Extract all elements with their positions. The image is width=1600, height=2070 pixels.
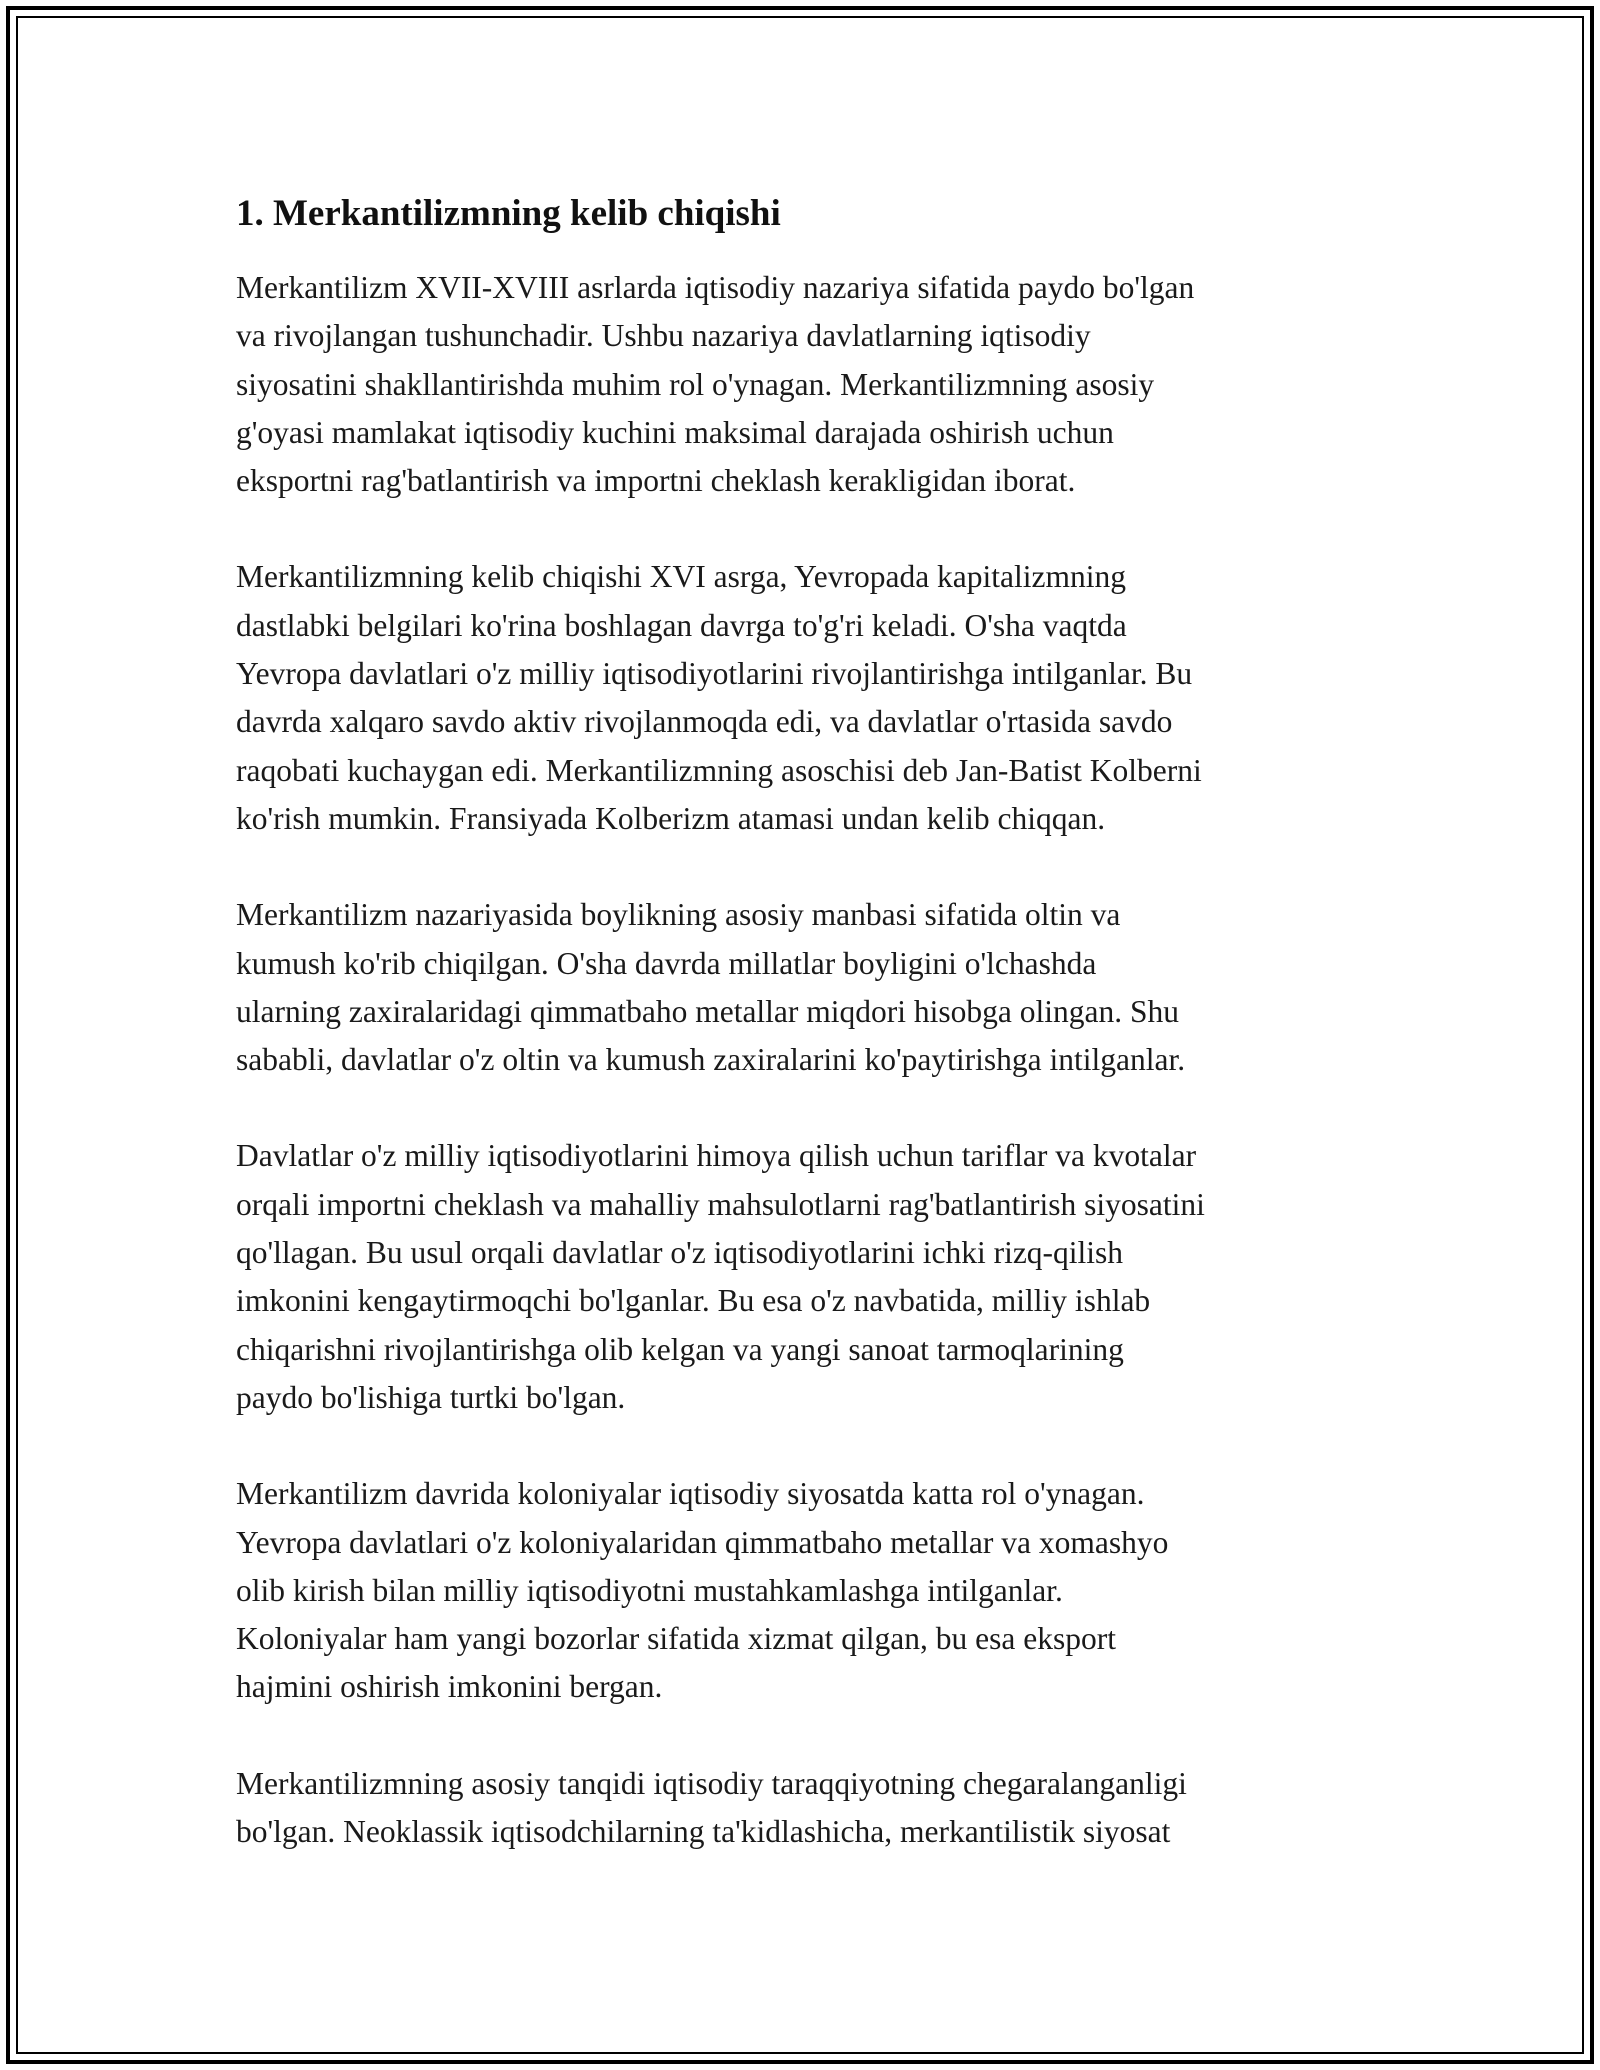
- text-line: Yevropa davlatlari o'z koloniyalaridan qimmatbaho metallar va xomashyo: [236, 1524, 1169, 1560]
- section-heading: 1. Merkantilizmning kelib chiqishi: [236, 193, 781, 234]
- paragraph-3: [236, 891, 1366, 1084]
- text-line: siyosatini shakllantirishda muhim rol o'ynagan. Merkantilizmning asosiy: [236, 366, 1155, 402]
- paragraph-5: [236, 1470, 1366, 1711]
- text-line: ularning zaxiralaridagi qimmatbaho metallar miqdori hisobga olingan. Shu: [236, 993, 1180, 1029]
- text-line: imkonini kengaytirmoqchi bo'lganlar. Bu esa o'z navbatida, milliy ishlab: [236, 1283, 1151, 1319]
- text-line: Merkantilizmning kelib chiqishi XVI asrga, Yevropada kapitalizmning: [236, 559, 1126, 595]
- text-line: Merkantilizm nazariyasida boylikning asosiy manbasi sifatida oltin va: [236, 897, 1121, 933]
- text-line: Merkantilizm davrida koloniyalar iqtisodiy siyosatda katta rol o'ynagan.: [236, 1476, 1145, 1512]
- text-line: davrda xalqaro savdo aktiv rivojlanmoqda edi, va davlatlar o'rtasida savdo: [236, 704, 1173, 740]
- text-line: orqali importni cheklash va mahalliy mahsulotlarni rag'batlantirish siyosatini: [236, 1186, 1205, 1222]
- paragraph-4: [236, 1132, 1366, 1422]
- text-line: ko'rish mumkin. Fransiyada Kolberizm atamasi undan kelib chiqqan.: [236, 800, 1106, 836]
- text-line: hajmini oshirish imkonini bergan.: [236, 1669, 663, 1705]
- text-line: g'oyasi mamlakat iqtisodiy kuchini maksimal darajada oshirish uchun: [236, 414, 1114, 450]
- text-line: paydo bo'lishiga turtki bo'lgan.: [236, 1379, 626, 1415]
- text-line: eksportni rag'batlantirish va importni cheklash kerakligidan iborat.: [236, 463, 1076, 499]
- text-line: raqobati kuchaygan edi. Merkantilizmning asoschisi deb Jan-Batist Kolberni: [236, 752, 1202, 788]
- document-body: [236, 188, 1366, 1904]
- text-line: Yevropa davlatlari o'z milliy iqtisodiyotlarini rivojlantirishga intilganlar. Bu: [236, 656, 1193, 692]
- text-line: qo'llagan. Bu usul orqali davlatlar o'z iqtisodiyotlarini ichki rizq-qilish: [236, 1235, 1124, 1271]
- text-line: olib kirish bilan milliy iqtisodiyotni mustahkamlashga intilganlar.: [236, 1572, 1063, 1608]
- text-line: Merkantilizm XVII-XVIII asrlarda iqtisodiy nazariya sifatida paydo bo'lgan: [236, 270, 1195, 305]
- text-line: kumush ko'rib chiqilgan. O'sha davrda millatlar boyligini o'lchashda: [236, 945, 1097, 981]
- paragraph-6: [236, 1760, 1366, 1857]
- paragraph-1: [236, 264, 1366, 505]
- text-line: bo'lgan. Neoklassik iqtisodchilarning ta'kidlashicha, merkantilistik siyosat: [236, 1814, 1171, 1850]
- text-line: chiqarishni rivojlantirishga olib kelgan va yangi sanoat tarmoqlarining: [236, 1331, 1124, 1367]
- text-line: sababli, davlatlar o'z oltin va kumush zaxiralarini ko'paytirishga intilganlar.: [236, 1042, 1186, 1078]
- text-line: va rivojlangan tushunchadir. Ushbu nazariya davlatlarning iqtisodiy: [236, 318, 1091, 354]
- text-line: dastlabki belgilari ko'rina boshlagan davrga to'g'ri keladi. O'sha vaqtda: [236, 607, 1127, 643]
- text-line: Davlatlar o'z milliy iqtisodiyotlarini himoya qilish uchun tariflar va kvotalar: [236, 1138, 1197, 1174]
- text-line: Koloniyalar ham yangi bozorlar sifatida xizmat qilgan, bu esa eksport: [236, 1621, 1116, 1657]
- paragraph-2: [236, 553, 1366, 843]
- text-line: Merkantilizmning asosiy tanqidi iqtisodiy taraqqiyotning chegaralanganligi: [236, 1765, 1187, 1801]
